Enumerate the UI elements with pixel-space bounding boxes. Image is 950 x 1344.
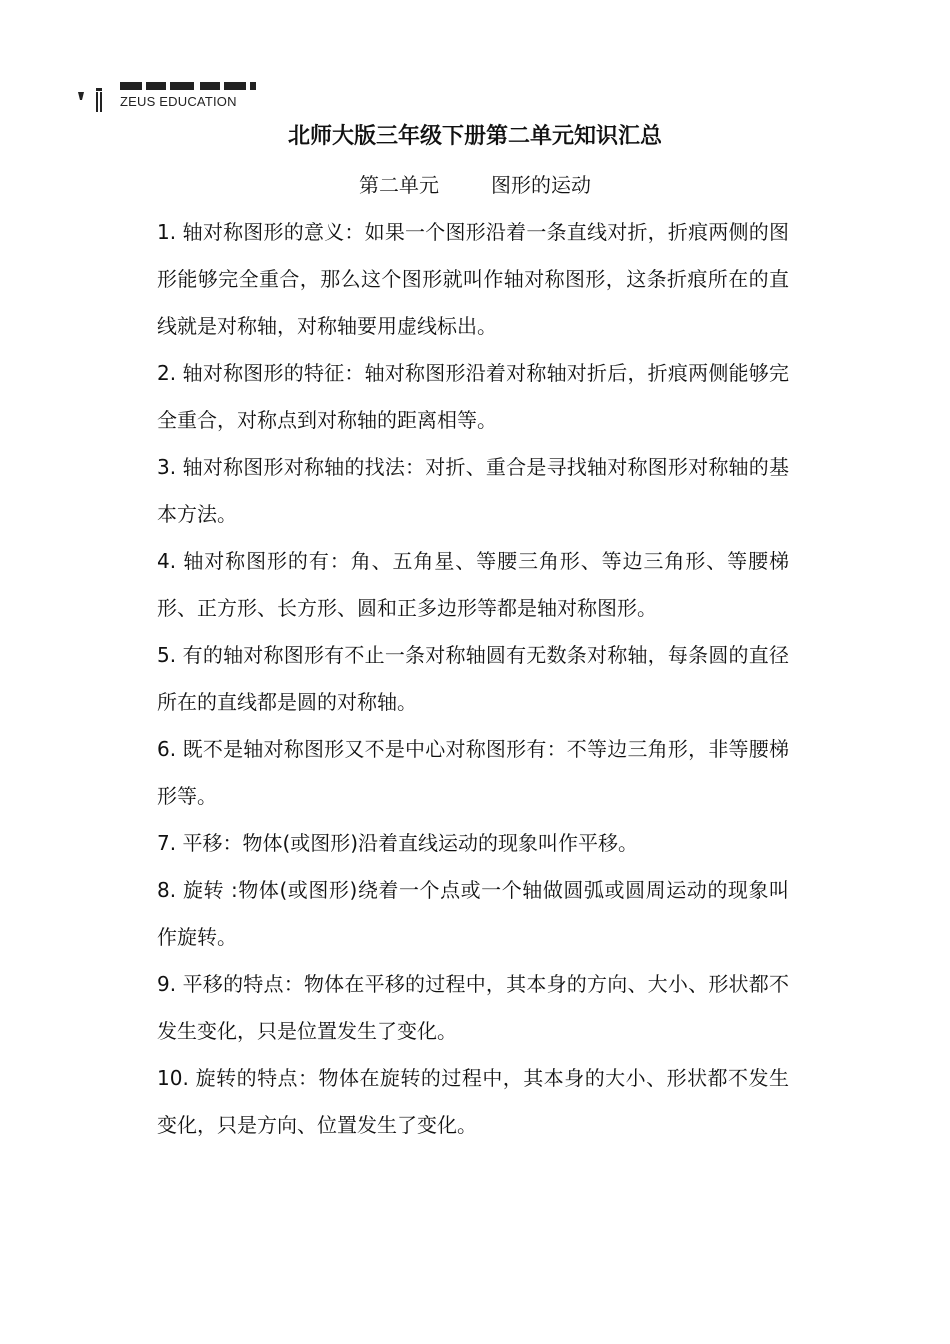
logo-subtext: ZEUS EDUCATION <box>120 94 237 109</box>
knowledge-item-6: 6. 既不是轴对称图形又不是中心对称图形有：不等边三角形，非等腰梯形等。 <box>157 737 789 808</box>
document-title: 北师大版三年级下册第二单元知识汇总 <box>287 124 662 149</box>
logo-wordmark-cropped <box>120 80 270 92</box>
unit-subtitle <box>0 170 950 200</box>
zeus-logo-mark-icon <box>76 80 106 114</box>
knowledge-item-7: 7. 平移：物体(或图形)沿着直线运动的现象叫作平移。 <box>157 831 639 855</box>
knowledge-item-9: 9. 平移的特点：物体在平移的过程中，其本身的方向、大小、形状都不发生变化，只是位置发生了变化。 <box>157 972 789 1043</box>
knowledge-list <box>157 209 789 1149</box>
knowledge-item-4: 4. 轴对称图形的有：角、五角星、等腰三角形、等边三角形、等腰梯形、正方形、长方形、圆和正多边形等都是轴对称图形。 <box>157 549 789 620</box>
unit-label: 第二单元 <box>359 173 439 197</box>
zeus-education-logo <box>76 80 246 114</box>
knowledge-item-2: 2. 轴对称图形的特征：轴对称图形沿着对称轴对折后，折痕两侧能够完全重合，对称点到对称轴的距离相等。 <box>157 361 789 432</box>
unit-topic: 图形的运动 <box>491 173 591 197</box>
knowledge-item-10: 10. 旋转的特点：物体在旋转的过程中，其本身的大小、形状都不发生变化，只是方向、位置发生了变化。 <box>157 1066 789 1137</box>
knowledge-item-8: 8. 旋转 :物体(或图形)绕着一个点或一个轴做圆弧或圆周运动的现象叫作旋转。 <box>157 878 789 949</box>
knowledge-item-1: 1. 轴对称图形的意义：如果一个图形沿着一条直线对折，折痕两侧的图形能够完全重合，那么这个图形就叫作轴对称图形，这条折痕所在的直线就是对称轴，对称轴要用虚线标出。 <box>157 220 789 338</box>
knowledge-item-3: 3. 轴对称图形对称轴的找法：对折、重合是寻找轴对称图形对称轴的基本方法。 <box>157 455 789 526</box>
knowledge-item-5: 5. 有的轴对称图形有不止一条对称轴圆有无数条对称轴，每条圆的直径所在的直线都是圆的对称轴。 <box>157 643 789 714</box>
